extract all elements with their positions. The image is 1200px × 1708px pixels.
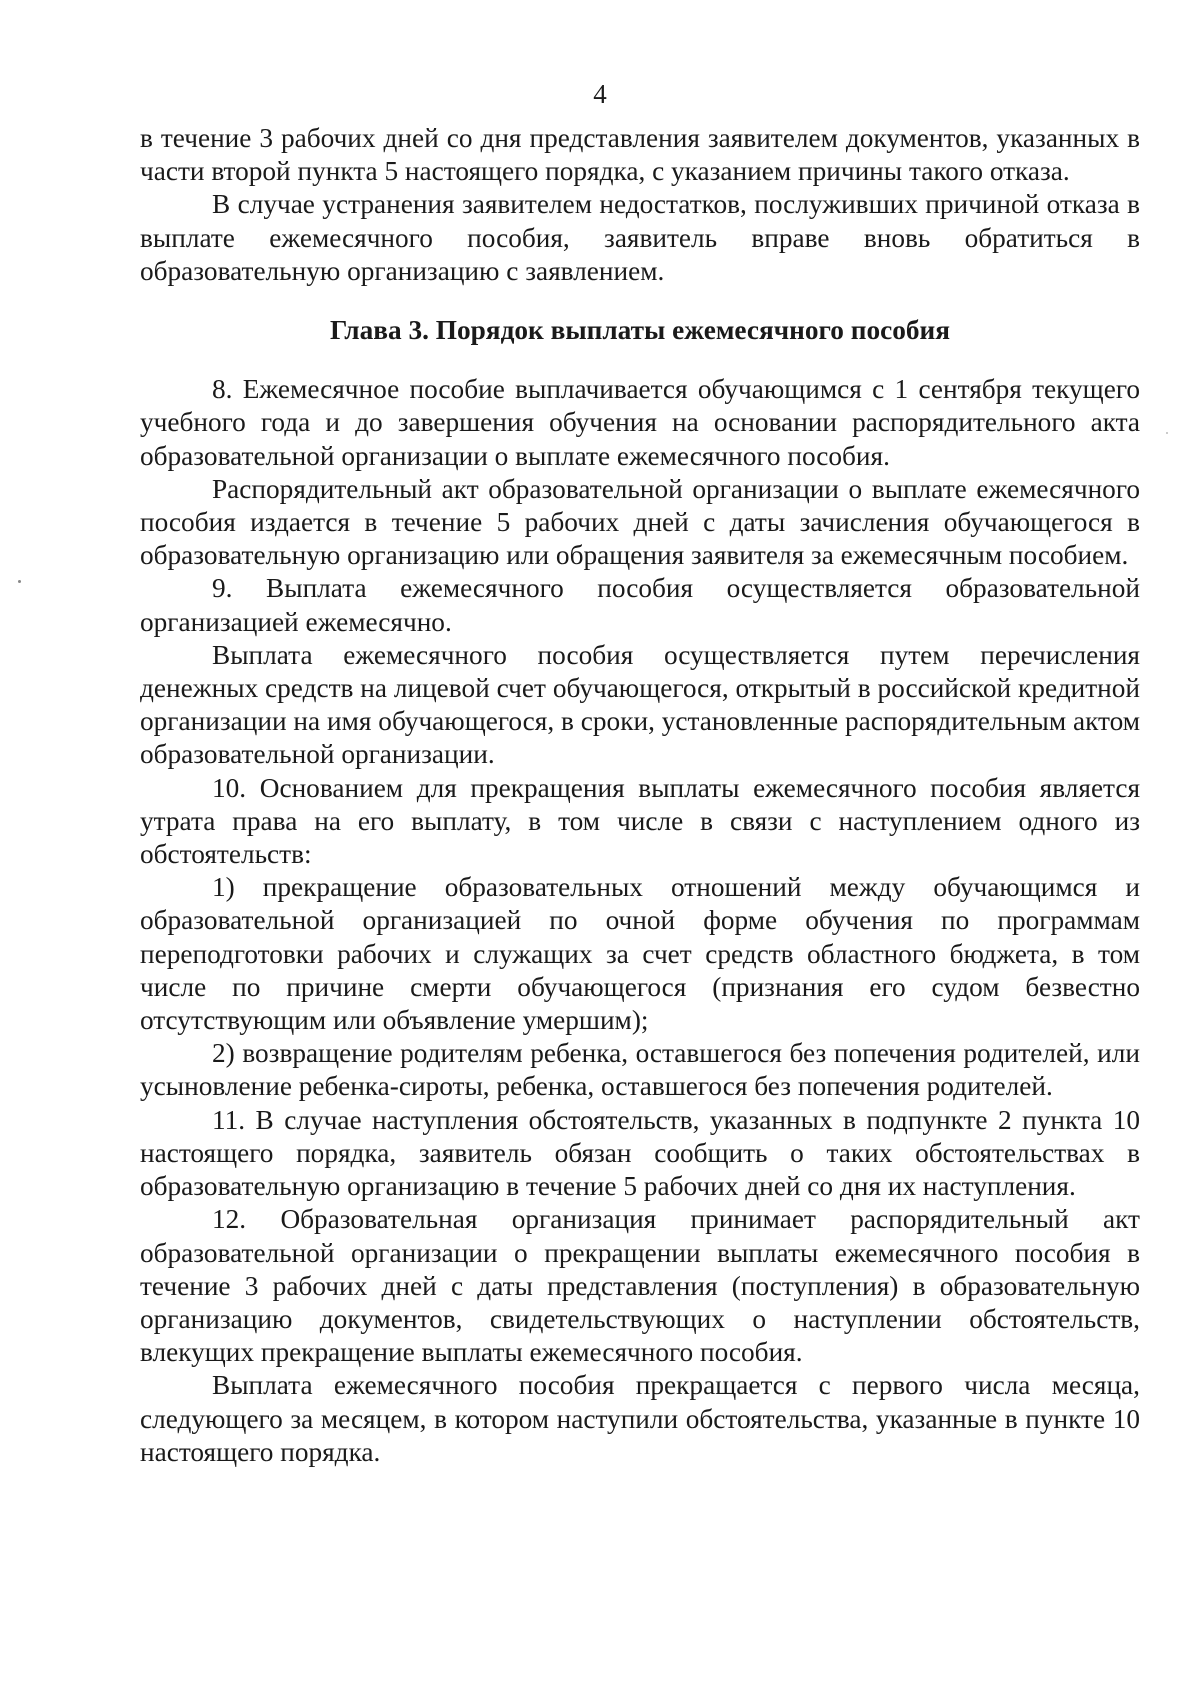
- paragraph-reapply: В случае устранения заявителем недостатков, послуживших причиной отказа в выплате ежемесячного пособия, заявитель вправе вновь обратиться в образовательную организацию с заявлением.: [140, 189, 1140, 286]
- paragraph-clause-11: 11. В случае наступления обстоятельств, указанных в подпункте 2 пункта 10 настоящего порядка, заявитель обязан сообщить о таких обстоятельствах в образовательную организацию в течение 5 рабочих дней со дня их наступления.: [140, 1104, 1140, 1202]
- paragraph-clause-8: 8. Ежемесячное пособие выплачивается обучающимся с 1 сентября текущего учебного года и до завершения обучения на основании распорядительного акта образовательной организации о выплате ежемесячного пособия.: [140, 374, 1140, 471]
- paragraph-clause-9-payment: Выплата ежемесячного пособия осуществляется путем перечисления денежных средств на лицевой счет обучающегося, открытый в российской кредитной организации на имя обучающегося, в сроки, установленные распорядительным актом образовательной организации.: [140, 639, 1140, 770]
- paragraph-clause-12: 12. Образовательная организация принимает распорядительный акт образовательной организации о прекращении выплаты ежемесячного пособия в течение 3 рабочих дней с даты представления (поступления) в образовательную организацию документов, свидетельствующих о наступлении обстоятельств, влекущих прекращение выплаты ежемесячного пособия.: [140, 1204, 1140, 1368]
- document-body: [140, 122, 1140, 1469]
- paragraph-clause-10-item-1: 1) прекращение образовательных отношений между обучающимся и образовательной организацией по очной форме обучения по программам переподготовки рабочих и служащих за счет средств областного бюджета, в том числе по причине смерти обучающегося (признания его судом безвестно отсутствующим или объявление умершим);: [140, 872, 1140, 1036]
- paragraph-clause-10-item-2: 2) возвращение родителям ребенка, оставшегося без попечения родителей, или усыновление ребенка-сироты, ребенка, оставшегося без попечения родителей.: [140, 1038, 1140, 1102]
- paragraph-clause-9: 9. Выплата ежемесячного пособия осуществляется образовательной организацией ежемесячно.: [140, 573, 1140, 637]
- paragraph-clause-8-act: Распорядительный акт образовательной организации о выплате ежемесячного пособия издается в течение 5 рабочих дней с даты зачисления обучающегося в образовательную организацию или обращения заявителя за ежемесячным пособием.: [140, 473, 1140, 571]
- paragraph-clause-12-termination: Выплата ежемесячного пособия прекращается с первого числа месяца, следующего за месяцем, в котором наступили обстоятельства, указанные в пункте 10 настоящего порядка.: [140, 1370, 1140, 1467]
- chapter-title: Глава 3. Порядок выплаты ежемесячного пособия: [329, 315, 951, 346]
- paragraph-refusal-deadline: в течение 3 рабочих дней со дня представления заявителем документов, указанных в части второй пункта 5 настоящего порядка, с указанием причины такого отказа.: [140, 123, 1140, 187]
- page-number: 4: [593, 79, 607, 109]
- scan-speck: [1166, 432, 1168, 434]
- paragraph-clause-10: 10. Основанием для прекращения выплаты ежемесячного пособия является утрата права на его выплату, в том числе в связи с наступлением одного из обстоятельств:: [140, 772, 1140, 870]
- scan-speck: [18, 580, 21, 583]
